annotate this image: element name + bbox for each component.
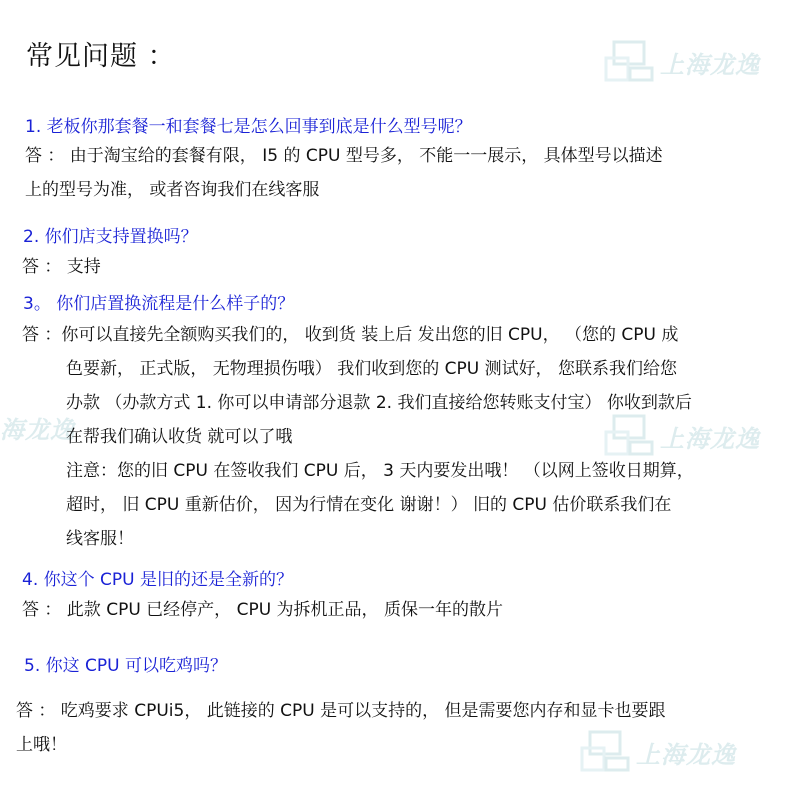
faq-answer-3 xyxy=(22,318,694,556)
faq-question-4: 4. 你这个 CPU 是旧的还是全新的？ xyxy=(22,570,293,590)
faq-answer-4 xyxy=(22,593,503,627)
answer-note-line: 超时， 旧 CPU 重新估价， 因为行情在变化 谢谢！） 旧的 CPU 估价联系我们在 xyxy=(66,495,672,515)
faq-answer-5 xyxy=(16,694,666,762)
page-title: 常见问题 ： xyxy=(26,41,176,72)
answer-line: 答 ： 支持 xyxy=(22,257,101,277)
faq-question-5: 5. 你这 CPU 可以吃鸡吗？ xyxy=(24,656,227,676)
answer-line: 答 ： 由于淘宝给的套餐有限， I5 的 CPU 型号多， 不能一一展示， 具体型号以描述 xyxy=(25,146,663,166)
answer-line: 答 ： 吃鸡要求 CPUi5， 此链接的 CPU 是可以支持的， 但是需要您内存和显卡也要跟 xyxy=(16,701,666,721)
answer-line: 色要新， 正式版， 无物理损伤哦） 我们收到您的 CPU 测试好， 您联系我们给您 xyxy=(66,359,677,379)
watermark-text-partial: 海龙逸 xyxy=(0,416,75,444)
watermark-text: 上海龙逸 xyxy=(636,740,736,769)
faq-question-2: 2. 你们店支持置换吗？ xyxy=(23,227,198,247)
faq-question-3: 3。 你们店置换流程是什么样子的？ xyxy=(23,294,295,314)
answer-line: 在帮我们确认收货 就可以了哦 xyxy=(66,427,293,447)
answer-line: 答 ： 此款 CPU 已经停产， CPU 为拆机正品， 质保一年的散片 xyxy=(22,600,503,620)
answer-line: 上的型号为准， 或者咨询我们在线客服 xyxy=(25,180,320,200)
answer-note-line: 注意：您的旧 CPU 在签收我们 CPU 后， 3 天内要发出哦！ （以网上签收日期算， xyxy=(66,461,694,481)
logo-icon xyxy=(604,40,656,84)
answer-line: 办款 （办款方式 1. 你可以申请部分退款 2. 我们直接给您转账支付宝） 你收到款后 xyxy=(66,393,692,413)
watermark-text: 上海龙逸 xyxy=(660,424,760,453)
answer-line: 上哦！ xyxy=(16,735,67,755)
answer-note-line: 线客服！ xyxy=(66,529,134,549)
answer-line: 答 ：你可以直接先全额购买我们的， 收到货 装上后 发出您的旧 CPU， （您的 CPU 成 xyxy=(22,325,679,345)
faq-answer-2 xyxy=(22,250,101,284)
faq-answer-1 xyxy=(25,139,663,207)
faq-question-1: 1. 老板你那套餐一和套餐七是怎么回事到底是什么型号呢？ xyxy=(25,117,472,137)
watermark-text: 上海龙逸 xyxy=(660,50,760,79)
watermark-top-right xyxy=(604,40,760,84)
